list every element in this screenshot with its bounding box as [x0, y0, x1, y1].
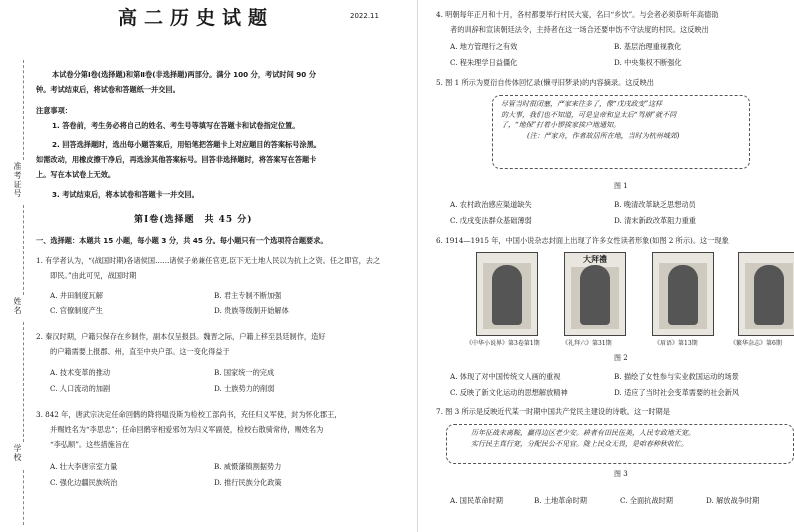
question-1-stem: 1. 有学者认为，“(战国时期)各诸侯国……诸侯子弟兼任官吏,臣下无土地人民以为抗上之资。任之即官，去之: [36, 256, 381, 265]
notice-line: 2. 回答选择题时，选出每小题答案后，用铅笔把答题卡上对应题目的答案标号涂黑。: [52, 140, 321, 149]
question-4-option-c[interactable]: C. 程朱理学日益僵化: [450, 58, 518, 67]
question-5-option-c[interactable]: C. 戊戌变法群众基础薄弱: [450, 216, 532, 225]
magazine-cover-1: [476, 252, 538, 336]
figure-1-caption: 图 1: [614, 182, 628, 190]
question-1-option-a[interactable]: A. 井田制度瓦解: [50, 291, 103, 300]
question-3-stem: 并赐姓名为“李思忠”；任命回鹘宰相爱邪勿为归义军副使，检校右散骑常侍，赐姓名为: [50, 425, 324, 434]
binding-line: [23, 470, 24, 525]
name-label: 姓名: [13, 297, 22, 315]
binding-line: [23, 205, 24, 295]
quote-line: 了，“地保”打着小锣挨家挨户地通知。: [501, 121, 621, 129]
question-1-stem: 即民。”由此可见，战国时期: [50, 271, 137, 280]
question-4-option-a[interactable]: A. 地方管理行之有效: [450, 42, 518, 51]
question-5-option-a[interactable]: A. 农村政治感应渠道缺失: [450, 200, 532, 209]
notice-line: 上。写在本试卷上无效。: [36, 170, 116, 179]
question-2-stem: 的户籍需要上报郡、州，直至中央户部。这一变化得益于: [50, 347, 230, 356]
woman-figure-icon: [492, 265, 522, 325]
poem-line: 实行民主真行宽，分配民公不见官。陇上民众无畏，是咱春种秋收忙。: [471, 439, 688, 448]
question-7-option-d[interactable]: D. 解放战争时期: [706, 496, 760, 505]
woman-figure-icon: [668, 265, 698, 325]
figure-3-quote-box: [446, 424, 794, 464]
intro-line: 钟。考试结束后，将试卷和答题纸一并交回。: [36, 85, 180, 94]
quote-line: 的大事，我们也不知道，可是皇帝和皇太后“驾崩”就不同: [501, 110, 677, 119]
notice-line: 3. 考试结束后，将本试卷和答题卡一并交回。: [52, 190, 199, 199]
question-3-stem: “李弘顺”。这些措施旨在: [50, 440, 130, 449]
section-title: 第Ⅰ卷(选择题 共 45 分): [134, 215, 253, 225]
cover-masthead: 大拜禮: [583, 254, 607, 264]
question-5-option-b[interactable]: B. 晚清改革缺乏思想动员: [614, 200, 696, 209]
question-3-option-a[interactable]: A. 壮大李唐宗室力量: [50, 462, 118, 471]
cover-1-label: 《中华小说界》第3卷第1期: [466, 340, 540, 347]
school-label: 学校: [13, 444, 22, 462]
figure-2-caption: 图 2: [614, 354, 628, 362]
question-2-option-b[interactable]: B. 国家统一的完成: [214, 368, 275, 377]
question-1-option-c[interactable]: C. 官僚制度产生: [50, 306, 103, 315]
question-4-option-d[interactable]: D. 中央集权不断强化: [614, 58, 682, 67]
figure-1-quote-box: [492, 95, 750, 169]
question-7-option-c[interactable]: C. 全面抗战时期: [620, 496, 673, 505]
cover-2-label: 《礼拜六》第31期: [562, 340, 612, 347]
question-2-option-a[interactable]: A. 技术变革的推动: [50, 368, 111, 377]
magazine-cover-2: [564, 252, 626, 336]
question-6-option-c[interactable]: C. 反映了新文化运动的思想解放精神: [450, 388, 568, 397]
notice-line: 1. 答卷前，考生务必将自己的姓名、考生号等填写在答题卡和试卷指定位置。: [52, 121, 300, 130]
question-7-option-b[interactable]: B. 土地革命时期: [534, 496, 587, 505]
cover-illustration: [483, 263, 531, 329]
section-intro: 一、选择题：本题共 15 小题，每小题 3 分，共 45 分。每小题只有一个选项符合题要求。: [36, 236, 328, 245]
question-2-option-c[interactable]: C. 人口流动的加剧: [50, 384, 111, 393]
cover-illustration: [745, 263, 793, 329]
cover-illustration: [659, 263, 707, 329]
question-6-stem: 6. 1914—1915 年，中国小说杂志封面上出现了许多女性读者形象(如图 2 所示)。这一现象: [436, 236, 729, 245]
question-4-option-b[interactable]: B. 基层治理重视教化: [614, 42, 682, 51]
question-2-option-d[interactable]: D. 士族势力的削弱: [214, 384, 275, 393]
question-6-option-a[interactable]: A. 体现了对中国传统文人画的重视: [450, 372, 561, 381]
poem-line: 历年征战未离鞍，赢得边区老少安。耕者有田民伍美，人民专政地天宽。: [471, 429, 695, 437]
question-4-stem: 者的训辞和宣读朝廷法令，主持者在这一场合还要申饬不守法度的村民。这反映出: [450, 25, 709, 34]
question-1-option-b[interactable]: B. 君主专制不断加强: [214, 291, 282, 300]
exam-number-label: 准考证号: [13, 162, 22, 198]
quote-note: (注：严家舟，作者故居所在地，当时为杭州城郊): [527, 131, 680, 140]
page-2: [418, 0, 794, 532]
woman-figure-icon: [580, 265, 610, 325]
question-3-option-b[interactable]: B. 威慑藩镇割据势力: [214, 462, 282, 471]
notice-title: 注意事项：: [36, 106, 72, 115]
question-3-stem: 3. 842 年，唐武宗决定任命回鹘的降将嗢没斯为检校工部尚书，充任归义军使，封为怀化郡王，: [36, 410, 342, 419]
question-7-option-a[interactable]: A. 国民革命时期: [450, 496, 503, 505]
magazine-cover-4: [738, 252, 794, 336]
cover-4-label: 《繁华杂志》第6期: [730, 340, 782, 347]
exam-date: 2022.11: [350, 12, 379, 20]
question-5-option-d[interactable]: D. 清末新政改革阻力重重: [614, 216, 696, 225]
question-7-stem: 7. 图 3 所示是反映近代某一时期中国共产党民主建设的诗歌。这一时期是: [436, 407, 670, 416]
figure-3-caption: 图 3: [614, 470, 628, 478]
question-1-option-d[interactable]: D. 贵族等级制开始解体: [214, 306, 289, 315]
quote-line: 尽管当时很闭塞，严家来往多了，像“戊戌政变”这样: [501, 100, 663, 108]
question-4-stem: 4. 明朝每年正月和十月，各村都要举行村民大宴，名曰“乡饮”。与会者必须恭听年高德劭: [436, 10, 719, 19]
question-5-stem: 5. 图 1 所示为夏衍自传体回忆录(懒寻旧梦录)的内容摘录。这反映出: [436, 78, 654, 87]
question-6-option-b[interactable]: B. 描绘了女性参与实业救国运动的场景: [614, 372, 739, 381]
question-2-stem: 2. 秦汉时期，户籍只保存在乡制作，副本仅呈报县。魏晋之际，户籍上移至县廷制作，造好: [36, 332, 326, 341]
question-3-option-c[interactable]: C. 强化边疆民族统治: [50, 478, 118, 487]
question-6-option-d[interactable]: D. 适应了当时社会变革需要的社会新风: [614, 388, 740, 397]
binding-margin: [4, 0, 32, 532]
woman-figure-icon: [754, 265, 784, 325]
cover-illustration: [571, 267, 619, 329]
notice-line: 如需改动，用橡皮擦干净后，再选涂其他答案标号。回答非选择题时，将答案写在答题卡: [36, 155, 317, 164]
question-3-option-d[interactable]: D. 推行民族分化政策: [214, 478, 282, 487]
binding-line: [23, 322, 24, 442]
magazine-cover-3: [652, 252, 714, 336]
intro-line: 本试卷分第Ⅰ卷(选择题)和第Ⅱ卷(非选择题)两部分。满分 100 分，考试时间 90 分: [52, 70, 317, 79]
page-title: 高二历史试题: [118, 7, 275, 29]
cover-3-label: 《眉语》第13期: [654, 340, 698, 347]
binding-line: [23, 60, 24, 160]
